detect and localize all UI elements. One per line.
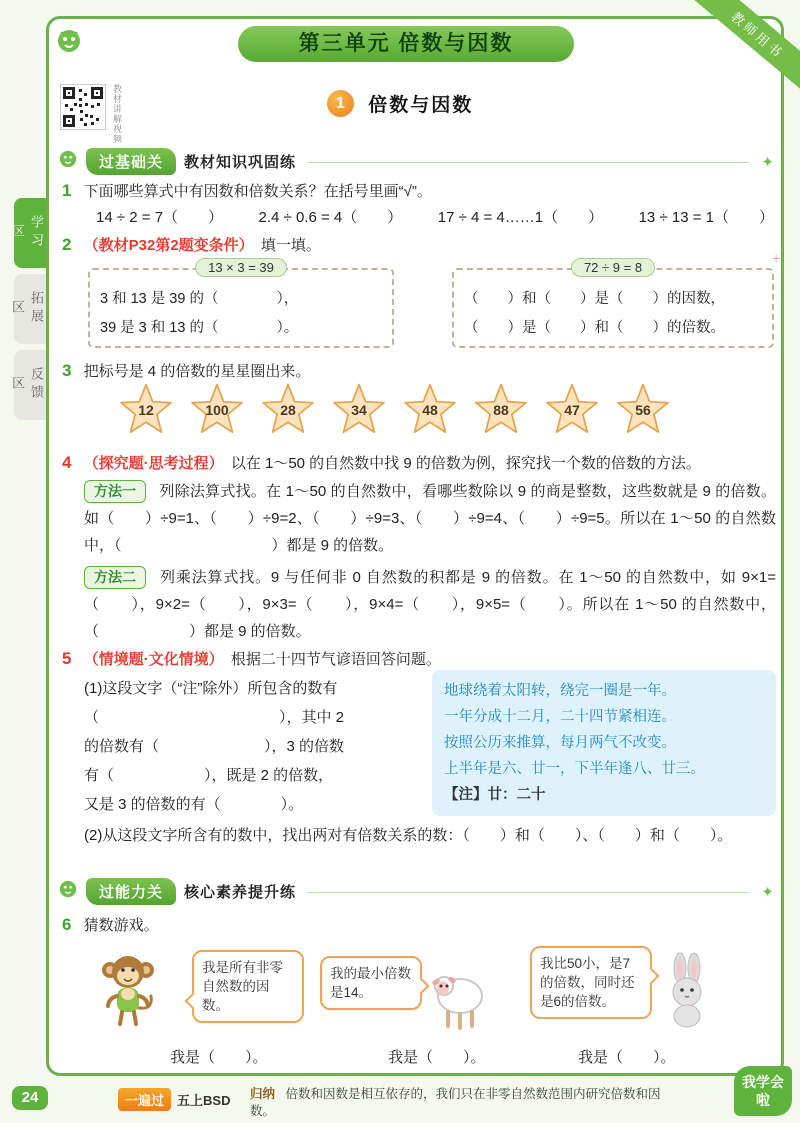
page-number-badge: 24 xyxy=(12,1086,48,1110)
question-5-part1 xyxy=(84,674,424,819)
section-rule xyxy=(308,891,749,893)
section-rule xyxy=(308,161,749,163)
question-1-header xyxy=(62,180,774,201)
question-prompt: 填一填。 xyxy=(260,237,321,254)
mascot-icon xyxy=(54,26,84,61)
method-1-paragraph xyxy=(84,478,776,559)
star-number: 48 xyxy=(422,402,438,418)
lesson-title: 倍数与因数 xyxy=(368,95,474,116)
sidebar-tab-study: 学习区 xyxy=(14,198,46,268)
summary-note xyxy=(250,1086,682,1120)
part1-line: 的倍数有（ ），3 的倍数 xyxy=(84,738,345,755)
sparkle-icon: ✦ xyxy=(761,153,774,171)
speech-bubble-rabbit xyxy=(530,946,652,1019)
qr-caption: 教材讲解视频 xyxy=(112,84,122,144)
lesson-number-badge: 1 xyxy=(327,90,354,117)
star-item xyxy=(118,382,174,438)
star-item xyxy=(544,382,600,438)
brand-edition: 五上BSD xyxy=(177,1093,231,1108)
question-1-items xyxy=(96,206,774,227)
proverb-line: 地球绕着太阳转，绕完一圈是一年。 xyxy=(444,683,676,699)
star-number: 56 xyxy=(635,402,651,418)
summary-label: 归纳 xyxy=(250,1087,276,1101)
bubble-text: 我是所有非零自然数的因数。 xyxy=(202,960,283,1013)
part1-line: 又是 3 的倍数的有（ ）。 xyxy=(84,796,304,813)
star-number: 34 xyxy=(351,402,367,418)
star-number: 12 xyxy=(138,402,154,418)
sidebar-tab-extension: 拓展区 xyxy=(14,274,46,344)
equation-item: 13 ÷ 13 = 1（ ） xyxy=(638,209,774,226)
sidebar-tab-feedback: 反馈区 xyxy=(14,350,46,420)
question-tag: （探究题·思考过程） xyxy=(83,455,224,472)
proverb-line: 上半年是六、廿一，下半年逢八、廿三。 xyxy=(444,761,705,777)
question-number: 4 xyxy=(62,453,72,472)
unit-title: 第三单元 倍数与因数 xyxy=(298,32,514,55)
fill-box-label: 72 ÷ 9 = 8 xyxy=(571,258,655,277)
question-prompt: 下面哪些算式中有因数和倍数关系？在括号里画“√”。 xyxy=(83,183,432,200)
section-badge: 过基础关 xyxy=(86,148,176,175)
question-2-header xyxy=(62,234,774,255)
star-number: 28 xyxy=(280,402,296,418)
part1-line: （ ），其中 2 xyxy=(84,709,345,726)
unit-title-bar xyxy=(238,26,574,62)
part2-text: (2)从这段文字所含有的数中，找出两对有倍数关系的数：（ ）和（ ）、（ ）和（ ）。 xyxy=(84,827,733,844)
equation-item: 14 ÷ 2 = 7（ ） xyxy=(96,209,224,226)
method-1-badge: 方法一 xyxy=(84,480,146,503)
star-number: 100 xyxy=(205,402,229,418)
question-tag: （情境题·文化情境） xyxy=(83,651,224,668)
star-item xyxy=(402,382,458,438)
brand-block xyxy=(118,1088,230,1111)
question-prompt: 根据二十四节气谚语回答问题。 xyxy=(230,651,441,668)
section-subtitle: 核心素养提升练 xyxy=(184,884,297,901)
sparkle-icon: ✦ xyxy=(761,883,774,901)
section-subtitle: 教材知识巩固练 xyxy=(184,154,297,171)
question-3-header xyxy=(62,360,774,381)
monkey-icon xyxy=(98,950,158,1039)
question-number: 3 xyxy=(62,361,72,380)
bubble-text: 我的最小倍数是14。 xyxy=(330,966,411,1000)
rabbit-icon xyxy=(660,952,714,1037)
answer-blank: 我是（ ）。 xyxy=(388,1049,486,1066)
section-badge: 过能力关 xyxy=(86,878,176,905)
star-row xyxy=(118,382,671,438)
equation-item: 2.4 ÷ 0.6 = 4（ ） xyxy=(258,209,403,226)
fill-box-line: （ ）是（ ）和（ ）的倍数。 xyxy=(464,320,725,336)
solar-terms-proverb-box xyxy=(432,670,776,816)
speech-bubble-monkey xyxy=(192,950,304,1023)
fill-box-line: （ ）和（ ）是（ ）的因数， xyxy=(464,291,725,307)
section-basic-header xyxy=(58,148,774,175)
qr-code-icon xyxy=(60,84,106,144)
proverb-line: 按照公历来推算，每月两气不改变。 xyxy=(444,735,676,751)
star-item xyxy=(331,382,387,438)
question-5-part2 xyxy=(84,824,776,845)
section-ability-header xyxy=(58,878,774,905)
question-6-header xyxy=(62,914,774,935)
summary-text: 倍数和因数是相互依存的，我们只在非零自然数范围内研究倍数和因数。 xyxy=(250,1087,661,1118)
star-item xyxy=(615,382,671,438)
star-number: 47 xyxy=(564,402,580,418)
qr-block xyxy=(60,84,124,144)
proverb-note: 【注】廿：二十 xyxy=(444,787,546,803)
plus-sparkle-icon: + xyxy=(772,250,781,266)
equation-item: 17 ÷ 4 = 4……1（ ） xyxy=(437,209,604,226)
star-number: 88 xyxy=(493,402,509,418)
question-prompt: 猜数游戏。 xyxy=(83,917,159,934)
lamb-icon xyxy=(430,956,486,1037)
question-4-header xyxy=(62,452,774,473)
fill-box-line: 39 是 3 和 13 的（ ）。 xyxy=(100,320,299,336)
part1-line: (1)这段文字（“注”除外）所包含的数有 xyxy=(84,680,338,697)
star-item xyxy=(189,382,245,438)
question-number: 2 xyxy=(62,235,72,254)
mascot-icon xyxy=(58,879,78,904)
star-item xyxy=(473,382,529,438)
learned-stamp: 我学会啦 xyxy=(734,1066,792,1116)
question-number: 5 xyxy=(62,649,72,668)
method-2-text: 列乘法算式找。9 与任何非 0 自然数的积都是 9 的倍数。在 1～50 的自然数中，如 9×1=（ ），9×2=（ ），9×3=（ ），9×4=（ ），9×5=（ ）。所以在 1～50 的自然数中，（ ）都是 9 的倍数。 xyxy=(84,569,777,640)
answer-blank: 我是（ ）。 xyxy=(578,1049,676,1066)
star-item xyxy=(260,382,316,438)
mascot-icon xyxy=(58,149,78,174)
brand-logo: 一遍过 xyxy=(118,1088,171,1111)
method-2-paragraph xyxy=(84,564,776,645)
proverb-line: 一年分成十二月，二十四节紧相连。 xyxy=(444,709,676,725)
part1-line: 有（ ），既是 2 的倍数， xyxy=(84,767,334,784)
teacher-edition-ribbon: 教师用书 xyxy=(687,0,800,97)
answer-blank: 我是（ ）。 xyxy=(170,1049,268,1066)
fill-box-label: 13 × 3 = 39 xyxy=(195,258,287,277)
method-2-badge: 方法二 xyxy=(84,566,146,589)
question-prompt: 以在 1～50 的自然数中找 9 的倍数为例，探究找一个数的倍数的方法。 xyxy=(230,455,701,472)
fill-box-multiplication xyxy=(88,260,394,348)
fill-box-division xyxy=(452,260,774,348)
speech-bubble-lamb xyxy=(320,956,422,1010)
question-number: 6 xyxy=(62,915,72,934)
bubble-text: 我比50小，是7的倍数，同时还是6的倍数。 xyxy=(540,956,635,1009)
fill-box-line: 3 和 13 是 39 的（ ）， xyxy=(100,291,299,307)
question-tag: （教材P32第2题变条件） xyxy=(83,237,254,254)
question-number: 1 xyxy=(62,181,72,200)
question-prompt: 把标号是 4 的倍数的星星圈出来。 xyxy=(83,363,311,380)
question-5-header xyxy=(62,648,774,669)
method-1-text: 列除法算式找。在 1～50 的自然数中，看哪些数除以 9 的商是整数，这些数就是 9 的倍数。如（ ）÷9=1、（ ）÷9=2、（ ）÷9=3、（ ）÷9=4、（ ）÷9=5。所以在 1～50 的自然数中，（ ）都是 9 的倍数。 xyxy=(84,483,776,554)
